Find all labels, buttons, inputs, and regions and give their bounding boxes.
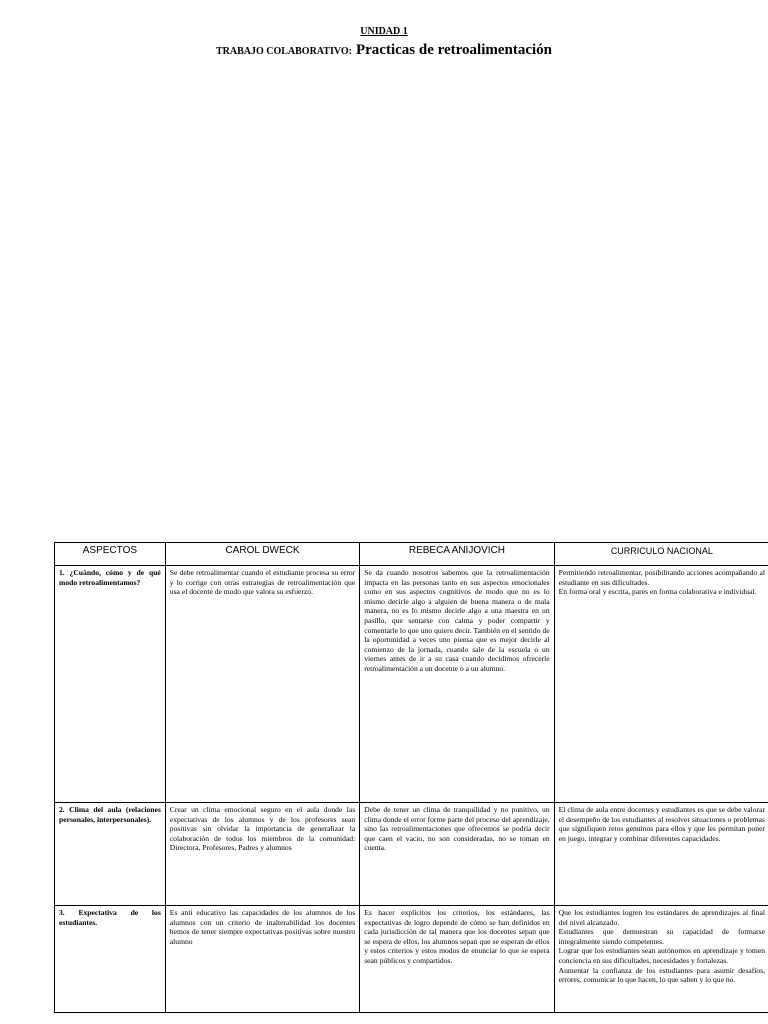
column-header-carol-dweck: CAROL DWECK bbox=[165, 543, 359, 566]
table-row bbox=[55, 906, 768, 1013]
title-main: Practicas de retroalimentación bbox=[355, 42, 553, 58]
unit-heading: UNIDAD 1 bbox=[360, 26, 408, 37]
title-line bbox=[0, 40, 768, 62]
aspect-cell: 2. Clima del aula (relaciones personales, interpersonales). bbox=[55, 803, 166, 906]
table-row bbox=[55, 566, 768, 803]
aspect-cell: 1. ¿Cuándo, cómo y de qué modo retroalimentamos? bbox=[55, 566, 166, 803]
column-header-rebeca-anijovich: REBECA ANIJOVICH bbox=[360, 543, 554, 566]
carol-cell: Crear un clima emocional seguro en el aula donde las expectativas de los alumnos y de los profesores sean positivas sin olvidar la importancia de generalizar la colaboración de todos los miembros de la comunidad: Directora, Profesores, Padres y alumnos bbox=[165, 803, 359, 906]
curriculo-cell bbox=[554, 566, 768, 803]
curriculo-line: El clima de aula entre docentes y estudiantes es que se debe valorar el desempeño de los estudiantes al resolver situaciones o problemas que signifiquen retos genuinos para ellos y que les permitan poner en juego, integrar y combinar diferentes capacidades. bbox=[558, 805, 765, 843]
rebeca-cell: Debe de tener un clima de tranquilidad y no punitivo, un clima donde el error forme parte del proceso del aprendizaje, sino las retroalimentaciones que ofrecemos se podría decir que caen el vacío, no son consideradas, no se toman en cuenta. bbox=[360, 803, 554, 906]
title-prefix: TRABAJO COLABORATIVO: bbox=[215, 46, 352, 57]
curriculo-line: Que los estudiantes logren los estándares de aprendizajes al final del nivel alcanzado. bbox=[558, 908, 765, 927]
curriculo-line: Lograr que los estudiantes sean autónomos en aprendizaje y tomen conciencia en sus dificultades, necesidades y fortalezas. bbox=[558, 946, 765, 965]
aspect-cell: 3. Expectativa de los estudiantes. bbox=[55, 906, 166, 1013]
rebeca-cell: Se da cuando nosotros sabemos que la retroalimentación impacta en las personas tanto en sus aspectos emocionales como en sus aspectos cognitivos de modo que no es lo mismo decirle algo a alguien de buena manera o de mala manera, no es lo mismo decirle algo a una maestra en un pasillo, que sentarse con calma y poder compartir y comentarle lo que uno quiere decir. También en el sentido de la oportunidad a veces uno piensa que es mejor decirle al comienzo de la jornada, cuando sale de la escuela o un viernes antes de ir a su casa cuando decidimos ofrecerle retroalimentación a un docente o a un alumno. bbox=[360, 566, 554, 803]
table-row bbox=[55, 803, 768, 906]
curriculo-cell bbox=[554, 906, 768, 1013]
document-header bbox=[0, 26, 768, 62]
curriculo-line: En forma oral y escrita, pares en forma colaborativa e individual. bbox=[558, 587, 757, 597]
rebeca-cell: Es hacer explícitos los criterios, los estándares, las expectativas de logro depende de cómo se han definidos en cada jurisdicción de tal manera que los docentes sepan que se espera de ellos, los alumnos sepan que se esperan de ellos y estos criterios y estos modos de enunciar lo que se espera sean públicos y compartidos. bbox=[360, 906, 554, 1013]
table-header-row bbox=[55, 543, 768, 566]
column-header-aspectos: ASPECTOS bbox=[55, 543, 166, 566]
carol-cell: Se debe retroalimentar cuando el estudiante procesa su error y lo corrige con otras estrategias de retroalimentación que usa el docente de modo que valora su esfuerzo. bbox=[165, 566, 359, 803]
comparison-table bbox=[54, 542, 768, 1013]
carol-cell: Es anti educativo las capacidades de los alumnos de los alumnos con un criterio de inalterabilidad los docentes hemos de tener siempre expectativas positivas sobre nuestro alumno bbox=[165, 906, 359, 1013]
column-header-curriculo-nacional: CURRICULO NACIONAL bbox=[554, 543, 768, 566]
curriculo-line: Estudiantes que demuestran su capacidad de formarse integralmente siendo competentes. bbox=[558, 927, 765, 946]
curriculo-cell bbox=[554, 803, 768, 906]
curriculo-line: Aumentar la confianza de los estudiantes para asumir desafíos, errores, comunicar lo que hacen, lo que saben y lo que no. bbox=[558, 965, 765, 985]
curriculo-line: Permitiendo retroalimentar, posibilitando acciones acompañando al estudiante en sus dificultades. bbox=[558, 568, 765, 587]
